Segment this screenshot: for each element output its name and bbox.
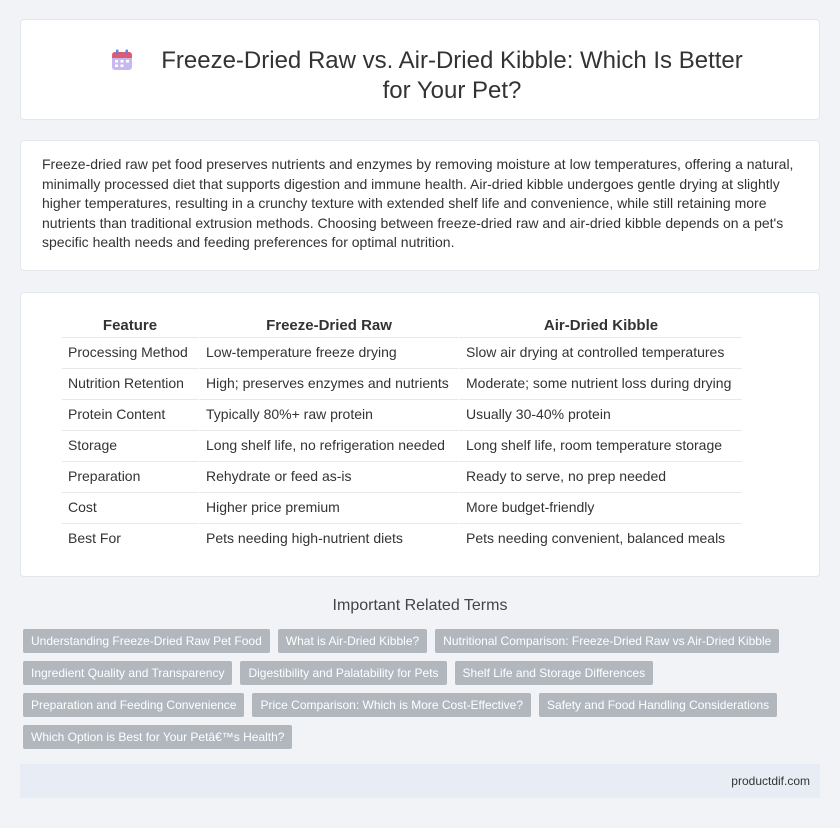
footer [20,764,820,798]
table-row [62,492,742,523]
table-cell: Higher price premium [198,492,458,523]
table-cell: Preparation [62,461,198,492]
comparison-card [20,292,820,577]
table-cell: Best For [62,523,198,554]
table-cell: Rehydrate or feed as-is [198,461,458,492]
related-term-link[interactable]: Preparation and Feeding Convenience [23,693,244,717]
table-row [62,368,742,399]
table-row [62,461,742,492]
table-cell: Processing Method [62,337,198,368]
related-term-link[interactable]: Digestibility and Palatability for Pets [240,661,446,685]
comparison-table [62,313,742,554]
related-term-link[interactable]: Price Comparison: Which is More Cost-Effective? [252,693,531,717]
intro-card [20,140,820,271]
related-term-link[interactable]: Understanding Freeze-Dried Raw Pet Food [23,629,270,653]
table-cell: Cost [62,492,198,523]
tag-row [23,725,823,749]
header-feature: Feature [102,317,158,334]
related-term-link[interactable]: Nutritional Comparison: Freeze-Dried Raw vs Air-Dried Kibble [435,629,779,653]
table-cell: Typically 80%+ raw protein [198,399,458,430]
header-air-dried: Air-Dried Kibble [458,313,742,337]
footer-site-link[interactable]: productdif.com [731,774,810,788]
tag-row [23,629,823,653]
table-cell: Long shelf life, room temperature storage [458,430,742,461]
page-title: Freeze-Dried Raw vs. Air-Dried Kibble: Which Is Better for Your Pet? [161,47,743,104]
header-freeze-dried: Freeze-Dried Raw [198,313,458,337]
tag-row [23,661,823,685]
table-cell: Pets needing convenient, balanced meals [458,523,742,554]
table-cell: Moderate; some nutrient loss during drying [458,368,742,399]
table-row [62,523,742,554]
related-term-link[interactable]: What is Air-Dried Kibble? [278,629,427,653]
calendar-icon [110,48,134,72]
table-row [62,337,742,368]
table-cell: Slow air drying at controlled temperatures [458,337,742,368]
table-header-row [62,313,742,337]
table-cell: Ready to serve, no prep needed [458,461,742,492]
table-cell: Long shelf life, no refrigeration needed [198,430,458,461]
header-card [20,19,820,120]
table-cell: Protein Content [62,399,198,430]
table-cell: Storage [62,430,198,461]
table-cell: Pets needing high-nutrient diets [198,523,458,554]
table-row [62,399,742,430]
table-cell: Low-temperature freeze drying [198,337,458,368]
related-terms-list [23,629,823,757]
intro-text: Freeze-dried raw pet food preserves nutrients and enzymes by removing moisture at low temperatures, offering a natural, minimally processed diet that supports digestion and immune health. Air-dried kibble undergoes gentle drying at slightly higher temperatures, resulting in a crunchy texture with extended shelf life and convenience, while still retaining more nutrients than traditional extrusion methods. Choosing between freeze-dried raw and air-dried kibble depends on a pet's specific health needs and feeding preferences for optimal nutrition. [42,156,794,250]
table-cell: Nutrition Retention [62,368,198,399]
table-cell: Usually 30-40% protein [458,399,742,430]
related-term-link[interactable]: Which Option is Best for Your Petâ€™s Health? [23,725,292,749]
related-term-link[interactable]: Safety and Food Handling Considerations [539,693,777,717]
tag-row [23,693,823,717]
related-term-link[interactable]: Shelf Life and Storage Differences [455,661,654,685]
table-cell: More budget-friendly [458,492,742,523]
related-term-link[interactable]: Ingredient Quality and Transparency [23,661,232,685]
table-cell: High; preserves enzymes and nutrients [198,368,458,399]
related-terms-title: Important Related Terms [332,597,508,614]
table-row [62,430,742,461]
